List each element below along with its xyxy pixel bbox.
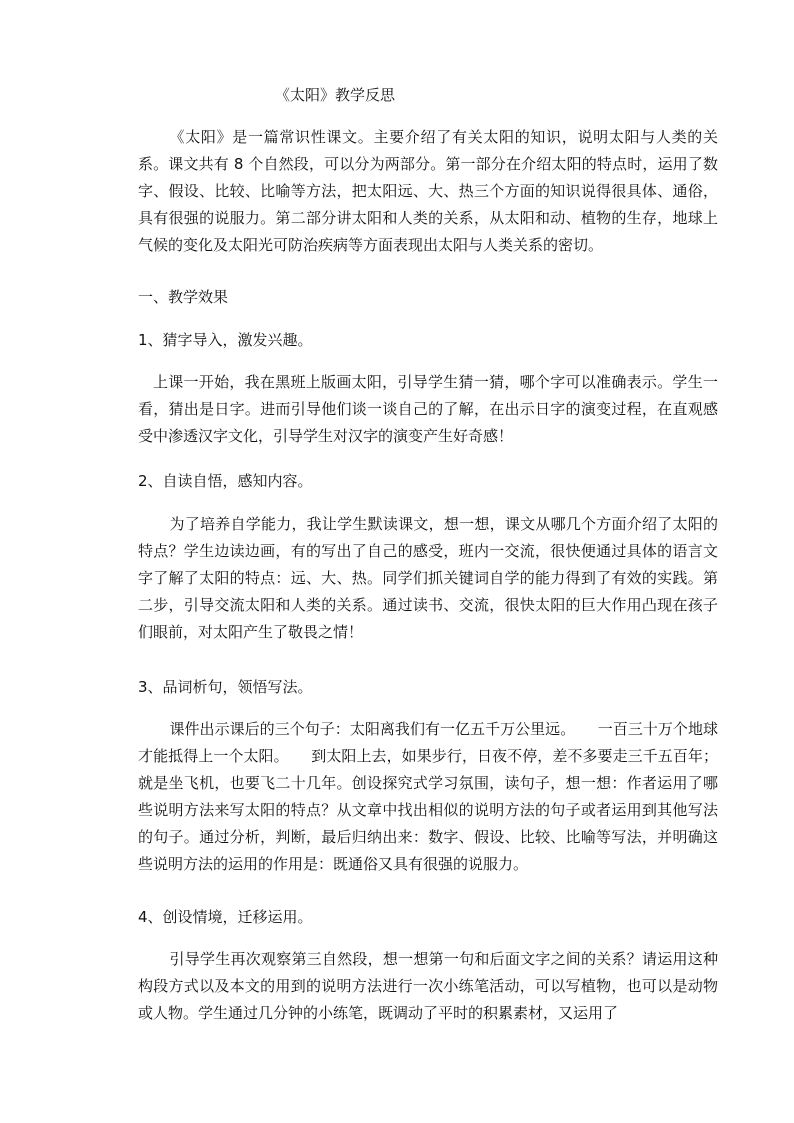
paragraph-guess-character: 上课一开始，我在黑班上版画太阳，引导学生猜一猜，哪个字可以准确表示。学生一看，猜出是日字。进而引导他们谈一谈自己的了解，在出示日字的演变过程，在直观感受中渗透汉字文化，引导学生对汉字的演变产生好奇感！	[138, 373, 718, 445]
subheading-guess-character: 1、猜字导入，激发兴趣。	[138, 331, 313, 349]
document-title: 《太阳》教学反思	[275, 86, 396, 104]
subheading-self-reading: 2、自读自悟，感知内容。	[138, 472, 313, 490]
paragraph-self-reading: 为了培养自学能力，我让学生默读课文，想一想，课文从哪几个方面介绍了太阳的特点？学生边读边画，有的写出了自己的感受，班内一交流，很快便通过具体的语言文字了解了太阳的特点：远、大、热。同学们抓关键词自学的能力得到了有效的实践。第二步，引导交流太阳和人类的关系。通过读书、交流，很快太阳的巨大作用凸现在孩子们眼前，对太阳产生了敬畏之情！	[138, 515, 718, 641]
paragraph-analyze-sentences: 课件出示课后的三个句子：太阳离我们有一亿五千万公里远。 一百三十万个地球才能抵得上一个太阳。 到太阳上去，如果步行，日夜不停，差不多要走三千五百年；就是坐飞机，也要飞二十几年。创设探究式学习氛围，读句子，想一想：作者运用了哪些说明方法来写太阳的特点？从文章中找出相似的说明方法的句子或者运用到其他写法的句子。通过分析，判断，最后归纳出来：数字、假设、比较、比喻等写法，并明确这些说明方法的运用的作用是：既通俗又具有很强的说服力。	[138, 720, 718, 873]
subheading-analyze-sentences: 3、品词析句，领悟写法。	[138, 678, 313, 696]
section-heading-teaching-effect: 一、教学效果	[138, 288, 229, 306]
intro-paragraph: 《太阳》是一篇常识性课文。主要介绍了有关太阳的知识，说明太阳与人类的关系。课文共有 8 个自然段，可以分为两部分。第一部分在介绍太阳的特点时，运用了数字、假设、比较、比喻等方法，把太阳远、大、热三个方面的知识说得很具体、通俗，具有很强的说服力。第二部分讲太阳和人类的关系，从太阳和动、植物的生存，地球上气候的变化及太阳光可防治疾病等方面表现出太阳与人类关系的密切。	[138, 128, 718, 254]
paragraph-transfer-application: 引导学生再次观察第三自然段，想一想第一句和后面文字之间的关系？请运用这种构段方式以及本文的用到的说明方法进行一次小练笔活动，可以写植物，也可以是动物或人物。学生通过几分钟的小练笔，既调动了平时的积累素材，又运用了	[138, 950, 718, 1022]
subheading-transfer-application: 4、创设情境，迁移运用。	[138, 908, 313, 926]
